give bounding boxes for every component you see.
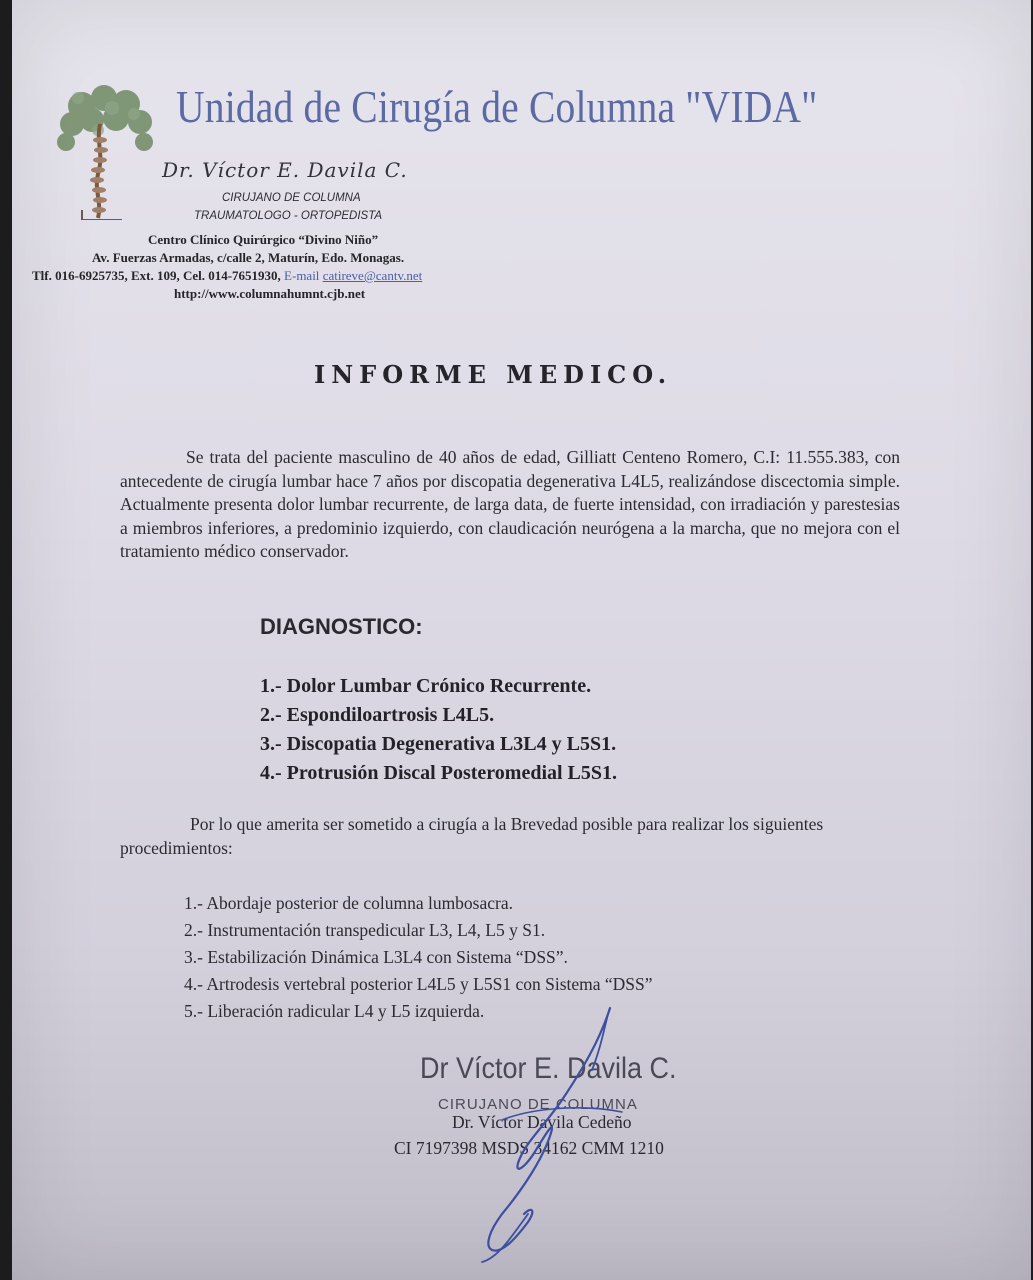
stamp-doctor-role: CIRUJANO DE COLUMNA [438,1096,638,1113]
signed-name: Dr. Víctor Davila Cedeño [452,1112,632,1132]
contact-line [32,268,422,284]
diagnosis-item: 3.- Discopatia Degenerativa L3L4 y L5S1. [260,733,617,755]
stamp-doctor-name: Dr Víctor E. Davila C. [420,1052,677,1085]
diagnosis-item: 4.- Protrusión Discal Posteromedial L5S1. [260,762,618,784]
report-title: INFORME MEDICO. [314,360,673,389]
doctor-role-spine: CIRUJANO DE COLUMNA [222,192,361,204]
tree-spine-logo-icon [52,84,157,220]
email-link[interactable]: catireve@cantv.net [322,268,423,283]
phone-numbers: Tlf. 016-6925735, Ext. 109, Cel. 014-7651930, [32,268,285,283]
procedure-item: 2.- Instrumentación transpedicular L3, L4, L5 y S1. [184,920,546,940]
recommendation-paragraph: Por lo que amerita ser sometido a cirugía a la Brevedad posible para realizar los siguientes procedimientos: [120,814,824,858]
procedure-item: 5.- Liberación radicular L4 y L5 izquierda. [184,1001,485,1021]
diagnosis-item: 2.- Espondiloartrosis L4L5. [260,704,495,726]
procedure-item: 1.- Abordaje posterior de columna lumbosacra. [184,893,513,913]
procedure-item: 4.- Artrodesis vertebral posterior L4L5 y L5S1 con Sistema “DSS” [184,974,653,994]
document-page [12,0,1031,1280]
diagnosis-list [260,672,617,788]
diagnosis-heading: DIAGNOSTICO: [260,614,423,639]
procedure-item: 3.- Estabilización Dinámica L3L4 con Sistema “DSS”. [184,947,568,967]
website-link[interactable]: http://www.columnahumnt.cjb.net [174,286,366,301]
clinic-name: Unidad de Cirugía de Columna "VIDA" [176,81,818,132]
handwritten-signature-icon [432,1000,632,1270]
doctor-name: Dr. Víctor E. Davila C. [162,158,408,182]
email-label: E-mail [284,268,323,283]
clinic-center: Centro Clínico Quirúrgico “Divino Niño” [148,232,379,247]
doctor-role-ortho: TRAUMATOLOGO - ORTOPEDISTA [194,210,383,222]
doctor-credentials: CI 7197398 MSDS 34162 CMM 1210 [394,1138,664,1158]
clinic-address: Av. Fuerzas Armadas, c/calle 2, Maturín, Edo. Monagas. [92,250,405,265]
intro-paragraph: Se trata del paciente masculino de 40 años de edad, Gilliatt Centeno Romero, C.I: 11.555.383, con antecedente de cirugía lumbar hace 7 años por discopatia degenerativa L4L5, realizándose discectomia simple. Actualmente presenta dolor lumbar recurrente, de larga data, de fuerte intensidad, con irradiación y parestesias a miembros inferiores, a predominio izquierdo, con claudicación neurógena a la marcha, que no mejora con el tratamiento médico conservador. [120,447,900,561]
diagnosis-item: 1.- Dolor Lumbar Crónico Recurrente. [260,675,592,697]
